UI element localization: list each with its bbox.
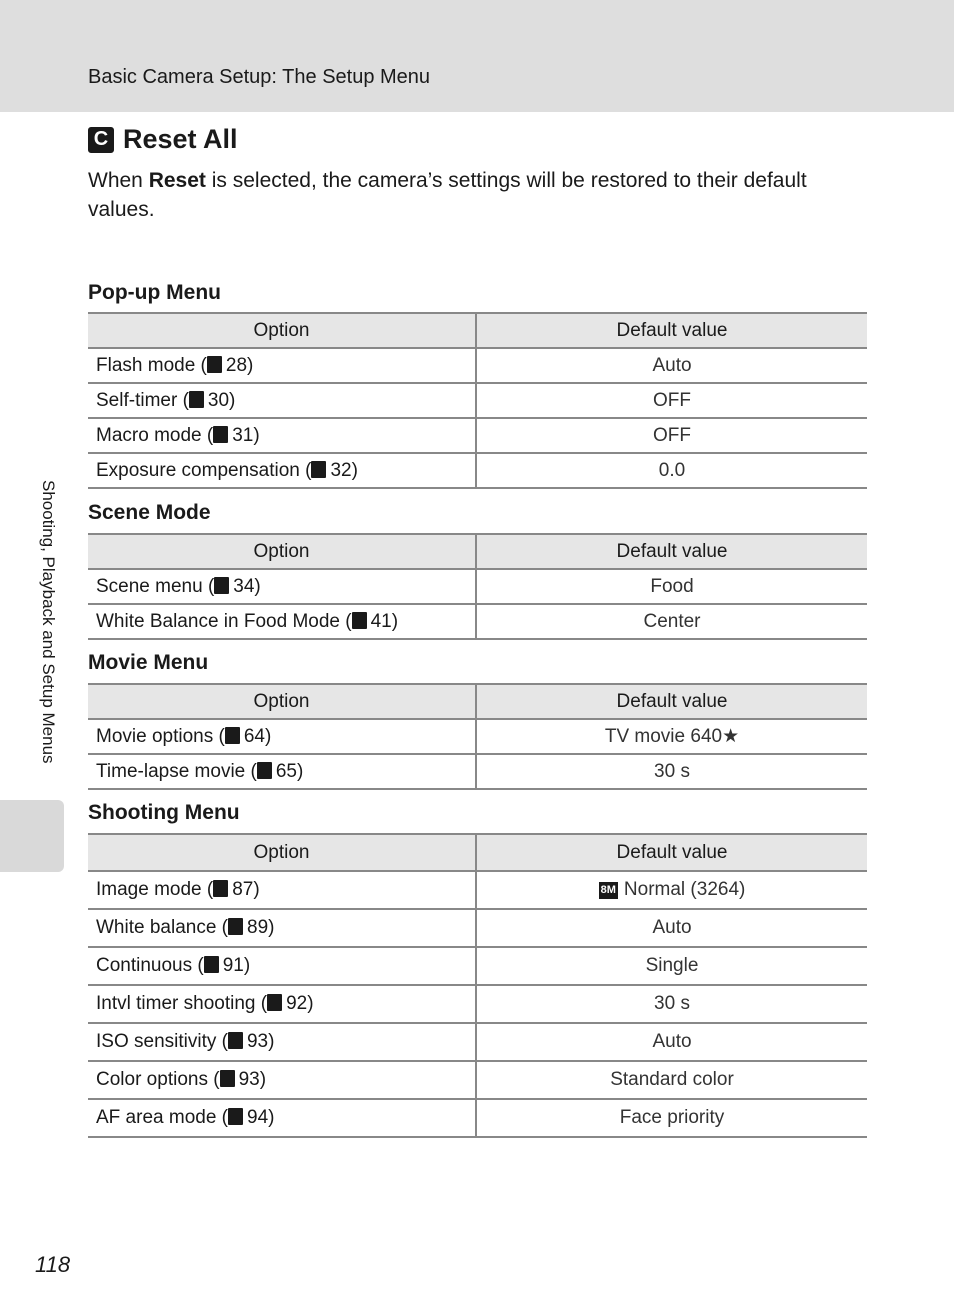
page-reference-icon <box>311 461 326 478</box>
page-reference-icon <box>189 391 204 408</box>
section-title-movie: Movie Menu <box>88 651 209 674</box>
table-row <box>88 871 867 909</box>
page-title: Reset All <box>123 124 238 154</box>
table-row <box>88 453 867 488</box>
default-value: Auto <box>652 1031 692 1052</box>
default-value-cell <box>476 1061 867 1099</box>
column-header: Default value <box>476 313 867 348</box>
option-name-cell <box>88 348 476 383</box>
option-name-cell <box>88 569 476 604</box>
page-reference: 28) <box>225 354 254 376</box>
page-reference-icon <box>228 1108 243 1125</box>
default-value: OFF <box>653 389 691 411</box>
option-name-cell <box>88 604 476 639</box>
column-header: Option <box>88 313 476 348</box>
table-row <box>88 418 867 453</box>
option-name-cell <box>88 909 476 947</box>
default-value: 30 s <box>654 760 690 782</box>
option-name: AF area mode ( <box>96 1107 228 1128</box>
option-name-cell <box>88 453 476 488</box>
option-name-cell <box>88 947 476 985</box>
column-header: Default value <box>476 834 867 871</box>
table-row <box>88 947 867 985</box>
page-reference: 93) <box>238 1069 267 1090</box>
table-row <box>88 604 867 639</box>
default-value-cell <box>476 871 867 909</box>
option-name: Image mode ( <box>96 879 214 900</box>
shooting-menu-table <box>88 833 867 1138</box>
page-reference-icon <box>207 356 222 373</box>
page-reference: 87) <box>232 879 260 900</box>
page-reference-icon <box>228 918 243 935</box>
side-tab-label: Shooting, Playback and Setup Menus <box>39 480 58 764</box>
table-row <box>88 383 867 418</box>
table-row <box>88 719 867 754</box>
option-name: Movie options ( <box>96 725 225 747</box>
option-name: Exposure compensation ( <box>96 459 312 481</box>
table-row <box>88 1099 867 1137</box>
page-reference-icon <box>204 956 219 973</box>
table-row <box>88 909 867 947</box>
page-reference: 30) <box>207 389 236 411</box>
default-value-cell <box>476 985 867 1023</box>
page-reference: 64) <box>243 725 272 747</box>
default-value-cell <box>476 1099 867 1137</box>
option-name-cell <box>88 383 476 418</box>
intro-text-start: When <box>88 169 149 192</box>
option-name-cell <box>88 985 476 1023</box>
column-header: Option <box>88 534 476 569</box>
option-name: ISO sensitivity ( <box>96 1031 228 1052</box>
page-reference: 93) <box>246 1031 275 1052</box>
intro-paragraph <box>88 166 848 224</box>
default-value: TV movie 640★ <box>604 726 740 747</box>
page-reference: 94) <box>247 1107 275 1128</box>
page-title-row <box>88 124 238 155</box>
page-reference: 31) <box>232 424 260 446</box>
option-name: Color options ( <box>96 1069 220 1090</box>
table-row <box>88 985 867 1023</box>
default-value-cell <box>476 418 867 453</box>
intro-bold-term: Reset <box>148 169 206 192</box>
page-reference: 32) <box>330 459 358 481</box>
reset-icon: C <box>88 127 114 153</box>
default-value: Food <box>650 575 694 597</box>
page-reference: 91) <box>222 955 251 976</box>
default-value-cell <box>476 604 867 639</box>
page-reference-icon <box>214 577 229 594</box>
movie-menu-table <box>88 683 867 790</box>
header-band <box>0 0 954 112</box>
page-reference: 34) <box>233 575 261 597</box>
default-value-cell <box>476 947 867 985</box>
table-row <box>88 1061 867 1099</box>
default-value: Normal (3264) <box>623 879 746 900</box>
option-name: Flash mode ( <box>96 354 207 376</box>
option-name: White Balance in Food Mode ( <box>96 610 352 632</box>
option-name-cell <box>88 754 476 789</box>
page-reference-icon <box>352 612 367 629</box>
option-name: Continuous ( <box>96 955 204 976</box>
page-reference: 92) <box>286 993 314 1014</box>
popup-menu-table <box>88 312 867 489</box>
column-header: Option <box>88 684 476 719</box>
page-reference-icon <box>213 426 228 443</box>
default-value: Auto <box>652 917 692 938</box>
page-reference: 41) <box>370 610 399 632</box>
default-value-cell <box>476 719 867 754</box>
default-value: 0.0 <box>658 459 686 481</box>
default-value: Face priority <box>619 1107 725 1128</box>
default-value: 30 s <box>654 993 690 1014</box>
default-value-cell <box>476 909 867 947</box>
page-reference-icon <box>257 762 272 779</box>
table-row <box>88 569 867 604</box>
default-value: Center <box>643 610 701 632</box>
option-name: Macro mode ( <box>96 424 214 446</box>
option-name: Self-timer ( <box>96 389 189 411</box>
intro-text-end: is selected, the camera’s settings will be restored to their default values. <box>88 169 807 221</box>
default-value: Single <box>645 955 699 976</box>
section-title-popup: Pop-up Menu <box>88 281 221 304</box>
table-row <box>88 754 867 789</box>
option-name-cell <box>88 1099 476 1137</box>
column-header: Option <box>88 834 476 871</box>
option-name-cell <box>88 719 476 754</box>
option-name-cell <box>88 1023 476 1061</box>
default-value-cell <box>476 383 867 418</box>
default-value-cell <box>476 754 867 789</box>
option-name-cell <box>88 418 476 453</box>
section-title-shooting: Shooting Menu <box>88 801 240 824</box>
default-value-cell <box>476 569 867 604</box>
default-value: OFF <box>653 424 691 446</box>
page-reference: 65) <box>275 760 304 782</box>
column-header: Default value <box>476 684 867 719</box>
page-reference-icon <box>225 727 240 744</box>
scene-mode-table <box>88 533 867 640</box>
default-value-cell <box>476 453 867 488</box>
default-value: Auto <box>652 354 692 376</box>
page-reference: 89) <box>247 917 275 938</box>
header-title: Basic Camera Setup: The Setup Menu <box>88 66 431 88</box>
default-value-cell <box>476 348 867 383</box>
side-tab[interactable] <box>0 800 64 872</box>
option-name: Scene menu ( <box>96 575 215 597</box>
option-name: White balance ( <box>96 917 229 938</box>
page-reference-icon <box>267 994 282 1011</box>
option-name-cell <box>88 1061 476 1099</box>
default-value: Standard color <box>610 1069 734 1090</box>
page-reference-icon <box>228 1032 243 1049</box>
page-reference-icon <box>220 1070 235 1087</box>
option-name: Time-lapse movie ( <box>96 760 257 782</box>
option-name: Intvl timer shooting ( <box>96 993 268 1014</box>
table-row <box>88 348 867 383</box>
section-title-scene: Scene Mode <box>88 501 211 524</box>
image-size-icon: 8M <box>599 882 618 899</box>
page-number: 118 <box>35 1252 71 1277</box>
page-reference-icon <box>213 880 228 897</box>
table-row <box>88 1023 867 1061</box>
default-value-cell <box>476 1023 867 1061</box>
column-header: Default value <box>476 534 867 569</box>
option-name-cell <box>88 871 476 909</box>
